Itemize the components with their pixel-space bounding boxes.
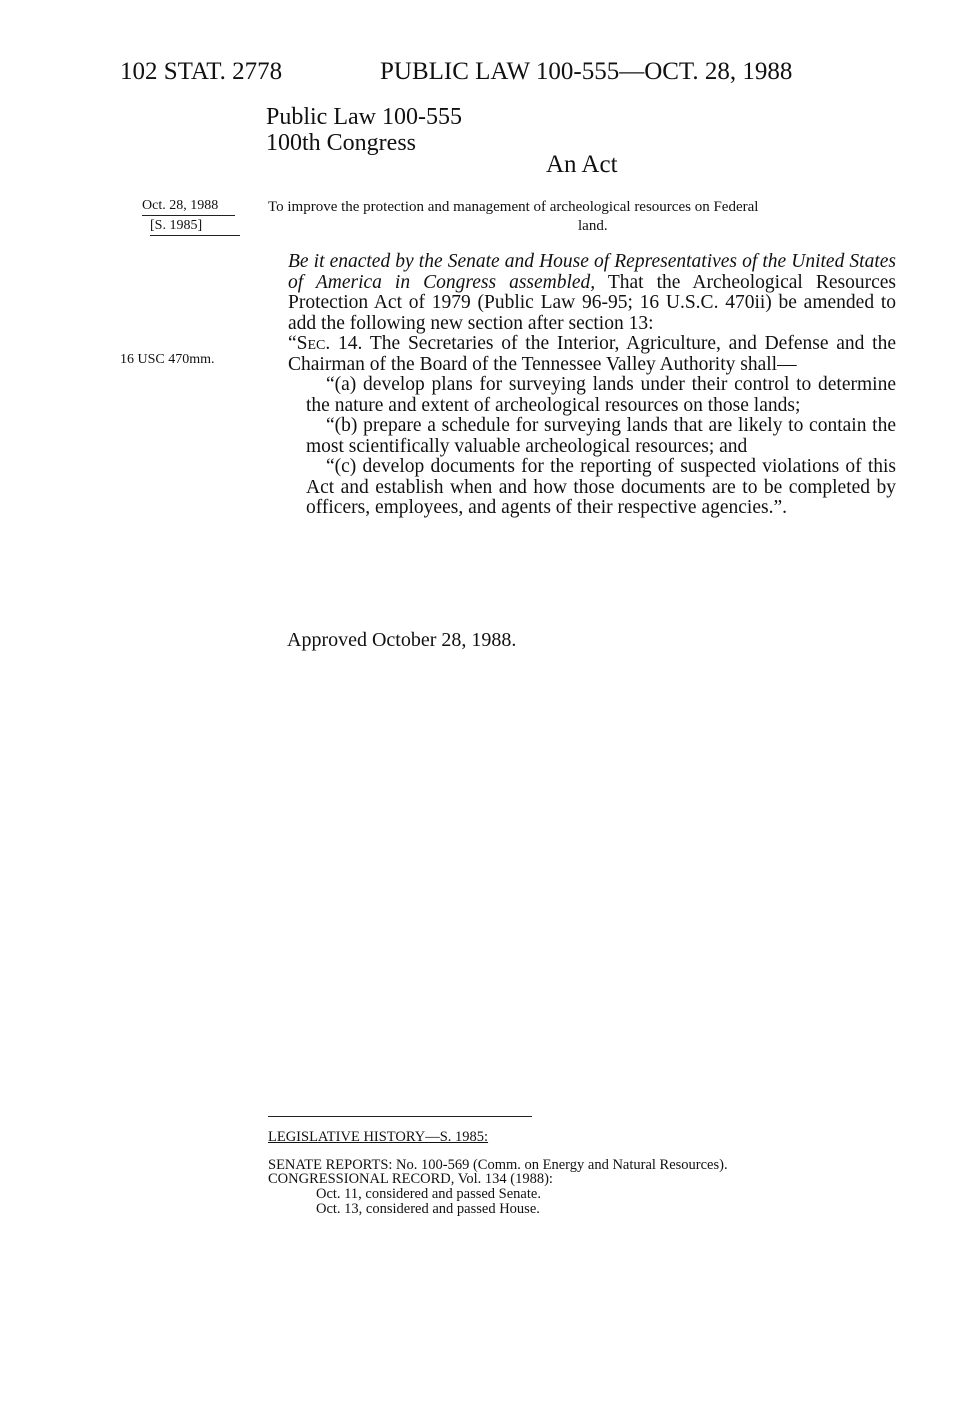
section-item-b: “(b) prepare a schedule for surveying lands that are likely to contain the most scientifically valuable archeological resources; and <box>306 415 896 457</box>
section-text: The Secretaries of the Interior, Agriculture, and Defense and the Chairman of the Board of the Tennessee Valley Authority shall— <box>288 333 897 375</box>
legislative-history-senate-reports: SENATE REPORTS: No. 100-569 (Comm. on Energy and Natural Resources). <box>268 1157 728 1173</box>
margin-usc-citation: 16 USC 470mm. <box>120 352 215 367</box>
act-body <box>268 252 896 519</box>
congress-number: 100th Congress <box>266 130 416 156</box>
enacting-clause: Be it enacted by the Senate and House of Representatives of the United States of America in Congress assembled, <box>288 251 896 293</box>
act-heading: An Act <box>546 151 618 178</box>
running-title: PUBLIC LAW 100-555—OCT. 28, 1988 <box>380 58 793 85</box>
section-number: . 14. <box>325 333 363 354</box>
approval-date: Approved October 28, 1988. <box>287 629 517 651</box>
purpose-line-2: land. <box>578 218 608 234</box>
legislative-history-congressional-record: CONGRESSIONAL RECORD, Vol. 134 (1988): <box>268 1171 553 1187</box>
section-label: Sec <box>296 333 326 354</box>
enacting-intro: That the Archeological Resources Protection Act of 1979 (Public Law 96-95; 16 U.S.C. 470ii) be amended to add the following new section after section 13: <box>288 271 896 334</box>
legislative-history-senate-passage: Oct. 11, considered and passed Senate. <box>316 1186 541 1202</box>
section-item-a: “(a) develop plans for surveying lands under their control to determine the nature and extent of archeological resources on those lands; <box>306 374 896 416</box>
legislative-history-house-passage: Oct. 13, considered and passed House. <box>316 1201 540 1217</box>
enacting-paragraph <box>268 252 896 334</box>
act-purpose <box>268 198 898 236</box>
section-open-quote: “ <box>288 333 297 354</box>
margin-bill-number: [S. 1985] <box>150 218 240 236</box>
margin-date: Oct. 28, 1988 <box>142 198 235 216</box>
public-law-number: Public Law 100-555 <box>266 104 462 130</box>
legislative-history-title: LEGISLATIVE HISTORY—S. 1985: <box>268 1129 489 1145</box>
section-14-paragraph <box>268 334 896 375</box>
purpose-line-1: To improve the protection and management of archeological resources on Federal <box>268 199 759 215</box>
footnote-divider <box>268 1116 532 1117</box>
statute-page-number: 102 STAT. 2778 <box>120 58 283 85</box>
section-item-c: “(c) develop documents for the reporting of suspected violations of this Act and establish when and how those documents are to be completed by officers, employees, and agents of their respective agencies.”. <box>306 456 896 518</box>
